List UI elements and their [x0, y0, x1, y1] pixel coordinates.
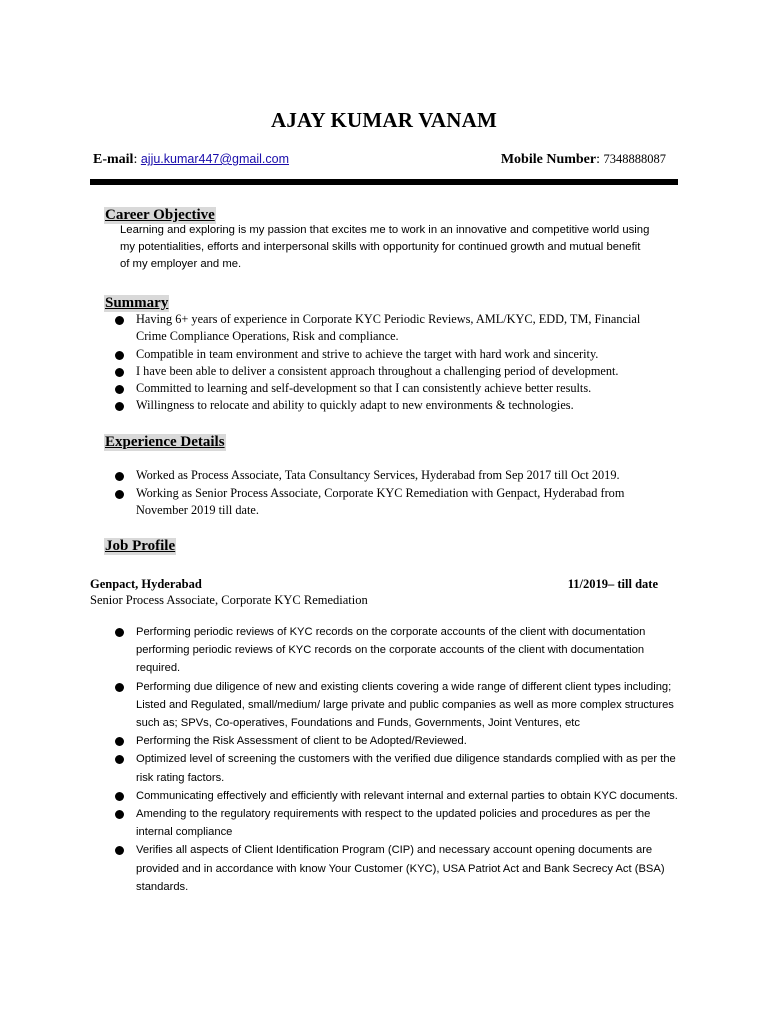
company-name: Genpact, Hyderabad — [90, 577, 202, 591]
career-objective-line: Learning and exploring is my passion that excites me to work in an innovative and competitive world using — [120, 224, 650, 236]
bullet-icon — [115, 683, 124, 692]
list-item: Worked as Process Associate, Tata Consultancy Services, Hyderabad from Sep 2017 till Oct 2019. — [106, 467, 666, 485]
job-title: Senior Process Associate, Corporate KYC Remediation — [90, 593, 368, 607]
bullet-icon — [115, 316, 124, 325]
bullet-icon — [115, 737, 124, 746]
list-item: Amending to the regulatory requirements with respect to the updated policies and procedures as per the internal compliance — [106, 805, 681, 841]
bullet-icon — [115, 628, 124, 637]
list-item: Compatible in team environment and strive to achieve the target with hard work and sincerity. — [106, 346, 666, 363]
job-dates: 11/2019– till date — [567, 577, 658, 591]
career-objective-text — [120, 222, 675, 273]
email-link[interactable]: ajju.kumar447@gmail.com — [140, 152, 290, 166]
mobile-label: Mobile Number — [500, 152, 597, 167]
career-objective-line: of my employer and me. — [120, 258, 242, 270]
summary-heading: Summary — [105, 295, 169, 311]
mobile-line: Mobile Number: 7348888087 — [500, 152, 666, 167]
list-item: Communicating effectively and efficiently with relevant internal and external parties to obtain KYC documents. — [106, 787, 681, 805]
list-item: Having 6+ years of experience in Corporate KYC Periodic Reviews, AML/KYC, EDD, TM, Financial Crime Compliance Operations, Risk and compliance. — [106, 311, 666, 346]
list-item: Verifies all aspects of Client Identification Program (CIP) and necessary account opening documents are provided and in accordance with know Your Customer (KYC), USA Patriot Act and Bank Secrecy Act (BSA) standards. — [106, 841, 681, 896]
list-item: Optimized level of screening the customers with the verified due diligence standards complied with as per the risk rating factors. — [106, 750, 681, 786]
bullet-icon — [115, 402, 124, 411]
resume-name: AJAY KUMAR VANAM — [270, 108, 498, 132]
summary-list — [106, 311, 666, 415]
career-objective-heading: Career Objective — [105, 207, 215, 223]
bullet-icon — [115, 755, 124, 764]
experience-heading: Experience Details — [105, 434, 225, 450]
list-item: Performing due diligence of new and existing clients covering a wide range of different client types including; Listed and Regulated, small/medium/ large private and public companies as well as more complex structures such as; SPVs, Co-operatives, Foundations and Funds, Governments, Joint Ventures, etc — [106, 678, 681, 733]
bullet-icon — [115, 472, 124, 481]
email-line: E-mail: ajju.kumar447@gmail.com — [93, 152, 290, 167]
duties-list — [106, 623, 681, 896]
list-item: Performing the Risk Assessment of client to be Adopted/Reviewed. — [106, 732, 681, 750]
list-item: I have been able to deliver a consistent approach throughout a challenging period of development. — [106, 363, 666, 380]
bullet-icon — [115, 810, 124, 819]
job-profile-heading: Job Profile — [105, 538, 176, 554]
career-objective-line: my potentialities, efforts and interpersonal skills with opportunity for continued growth and mutual benefit — [120, 241, 641, 253]
bullet-icon — [115, 792, 124, 801]
bullet-icon — [115, 846, 124, 855]
bullet-icon — [115, 490, 124, 499]
list-item: Committed to learning and self-development so that I can consistently achieve better results. — [106, 380, 666, 397]
list-item: Performing periodic reviews of KYC records on the corporate accounts of the client with documentation performing periodic reviews of KYC records on the corporate accounts of the client with documentation required. — [106, 623, 681, 678]
list-item: Working as Senior Process Associate, Corporate KYC Remediation with Genpact, Hyderabad from November 2019 till date. — [106, 485, 666, 520]
experience-list — [106, 467, 666, 520]
bullet-icon — [115, 385, 124, 394]
bullet-icon — [115, 351, 124, 360]
email-label: E-mail — [93, 152, 134, 167]
bullet-icon — [115, 368, 124, 377]
mobile-number: 7348888087 — [603, 152, 666, 166]
list-item: Willingness to relocate and ability to quickly adapt to new environments & technologies. — [106, 397, 666, 414]
header-divider — [90, 179, 678, 185]
